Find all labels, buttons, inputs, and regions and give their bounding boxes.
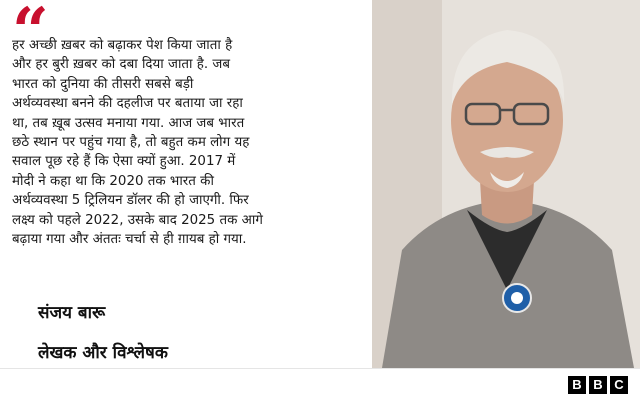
quote-line: छठे स्थान पर पहुंच गया है, तो बहुत कम लोग यह [12,135,250,151]
author-role: लेखक और विश्लेषक [38,343,168,363]
quote-line: बढ़ाया गया और अंततः चर्चा से ही ग़ायब हो गया. [12,232,247,248]
bbc-logo-letter: C [610,376,628,394]
quote-line: था, तब ख़ूब उत्सव मनाया गया. आज जब भारत [12,115,245,131]
quote-line: सवाल पूछ रहे हैं कि ऐसा क्यों हुआ. 2017 में [12,154,236,170]
quote-line: हर अच्छी ख़बर को बढ़ाकर पेश किया जाता है [12,38,233,53]
speaker-photo [372,0,640,368]
quote-mark-icon: “ [12,0,49,69]
quote-line: अर्थव्यवस्था बनने की दहलीज पर बताया जा रहा [12,96,243,112]
quote-line: लक्ष्य को पहले 2022, उसके बाद 2025 तक आगे [12,212,263,228]
author-name: संजय बारू [38,303,106,323]
quote-line: अर्थव्यवस्था 5 ट्रिलियन डॉलर की हो जाएगी. फिर [12,193,249,209]
bbc-logo-letter: B [568,376,586,394]
quote-line: मोदी ने कहा था कि 2020 तक भारत की [12,173,214,189]
quote-line: भारत को दुनिया की तीसरी सबसे बड़ी [12,76,194,92]
bbc-logo-letter: B [589,376,607,394]
quote-text [12,36,368,249]
quote-line: और हर बुरी ख़बर को दबा दिया जाता है. जब [12,57,230,73]
bbc-logo [568,376,628,394]
speaker-portrait-icon [372,0,640,368]
footer-bar [0,368,640,401]
